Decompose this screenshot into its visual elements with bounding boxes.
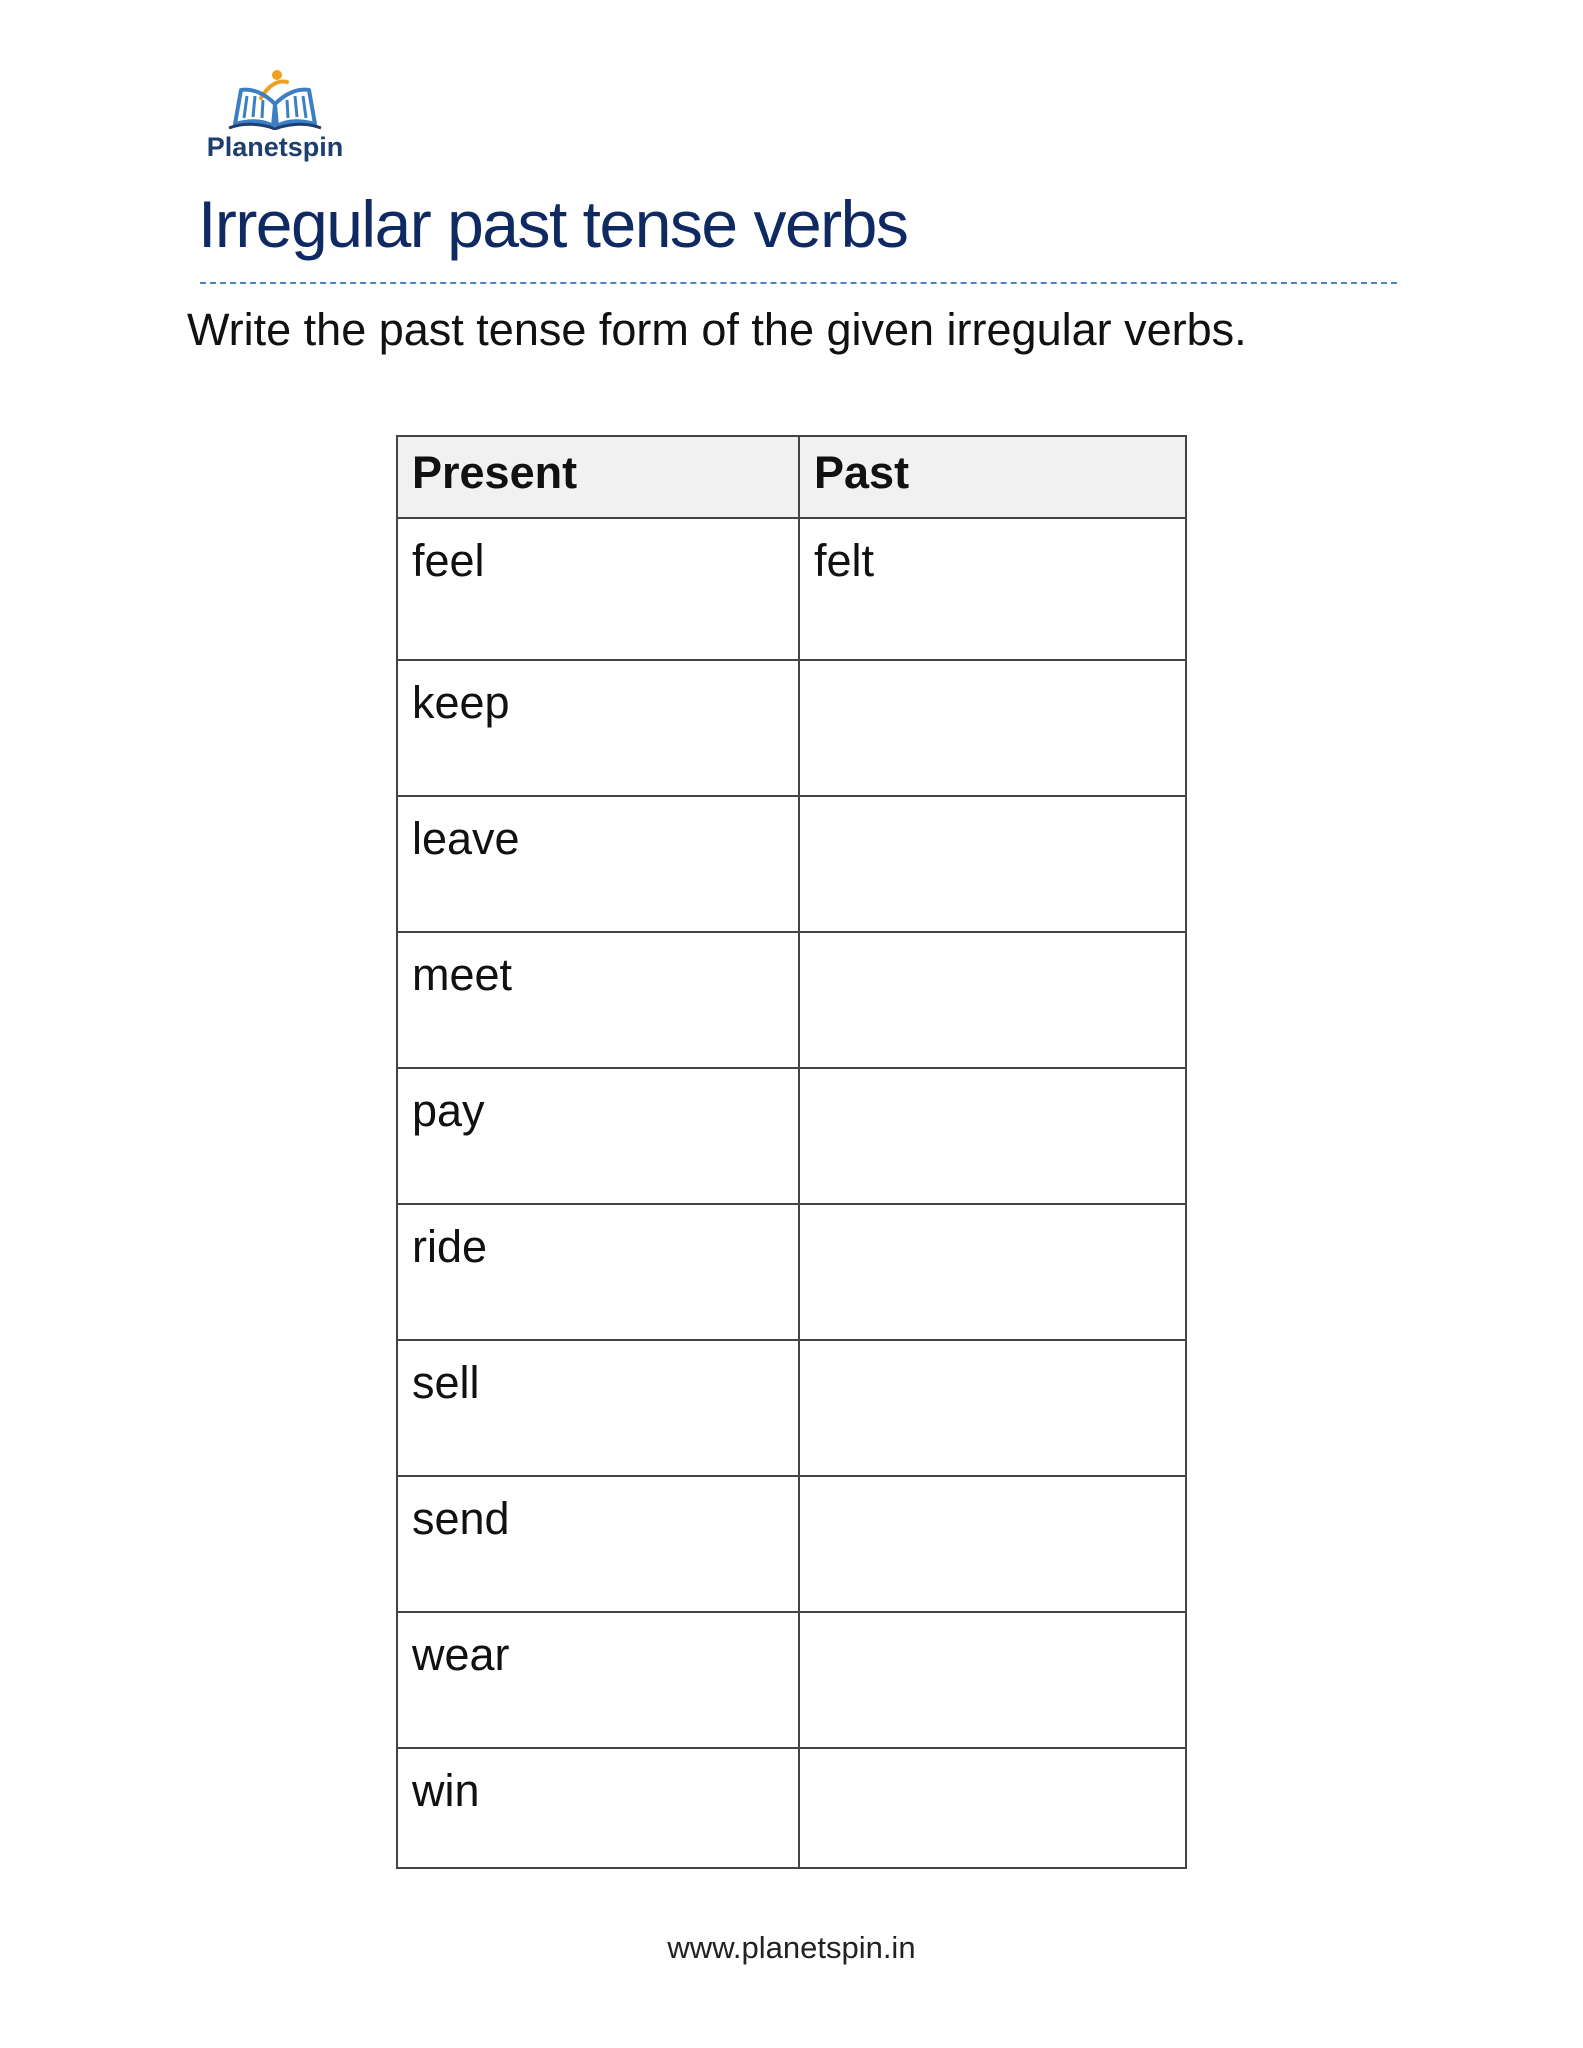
table-row (397, 1612, 1186, 1748)
open-book-icon (225, 68, 325, 130)
past-cell[interactable] (799, 932, 1186, 1068)
table-header-row (397, 436, 1186, 518)
past-cell[interactable] (799, 1748, 1186, 1868)
past-cell[interactable] (799, 660, 1186, 796)
past-cell[interactable] (799, 1612, 1186, 1748)
present-cell: pay (397, 1068, 799, 1204)
present-cell: win (397, 1748, 799, 1868)
present-cell: ride (397, 1204, 799, 1340)
table-row (397, 1748, 1186, 1868)
past-cell[interactable] (799, 1068, 1186, 1204)
table-row (397, 1204, 1186, 1340)
present-cell: send (397, 1476, 799, 1612)
logo-text: Planetspin (206, 132, 344, 162)
table-row (397, 796, 1186, 932)
table-row (397, 660, 1186, 796)
past-cell[interactable] (799, 796, 1186, 932)
present-cell: wear (397, 1612, 799, 1748)
table-row (397, 1476, 1186, 1612)
table-row (397, 932, 1186, 1068)
column-header-past: Past (799, 436, 1186, 518)
past-cell[interactable] (799, 1340, 1186, 1476)
table-row (397, 1068, 1186, 1204)
present-cell: feel (397, 518, 799, 660)
present-cell: meet (397, 932, 799, 1068)
title-divider (200, 282, 1397, 284)
present-cell: keep (397, 660, 799, 796)
table-row (397, 1340, 1186, 1476)
column-header-present: Present (397, 436, 799, 518)
logo (205, 68, 345, 168)
page-title: Irregular past tense verbs (198, 187, 908, 261)
past-cell[interactable] (799, 1476, 1186, 1612)
present-cell: sell (397, 1340, 799, 1476)
present-cell: leave (397, 796, 799, 932)
table-row (397, 518, 1186, 660)
verb-table (396, 435, 1187, 1869)
footer-url: www.planetspin.in (667, 1930, 916, 1965)
past-cell[interactable]: felt (799, 518, 1186, 660)
instruction-text: Write the past tense form of the given irregular verbs. (187, 304, 1247, 355)
past-cell[interactable] (799, 1204, 1186, 1340)
